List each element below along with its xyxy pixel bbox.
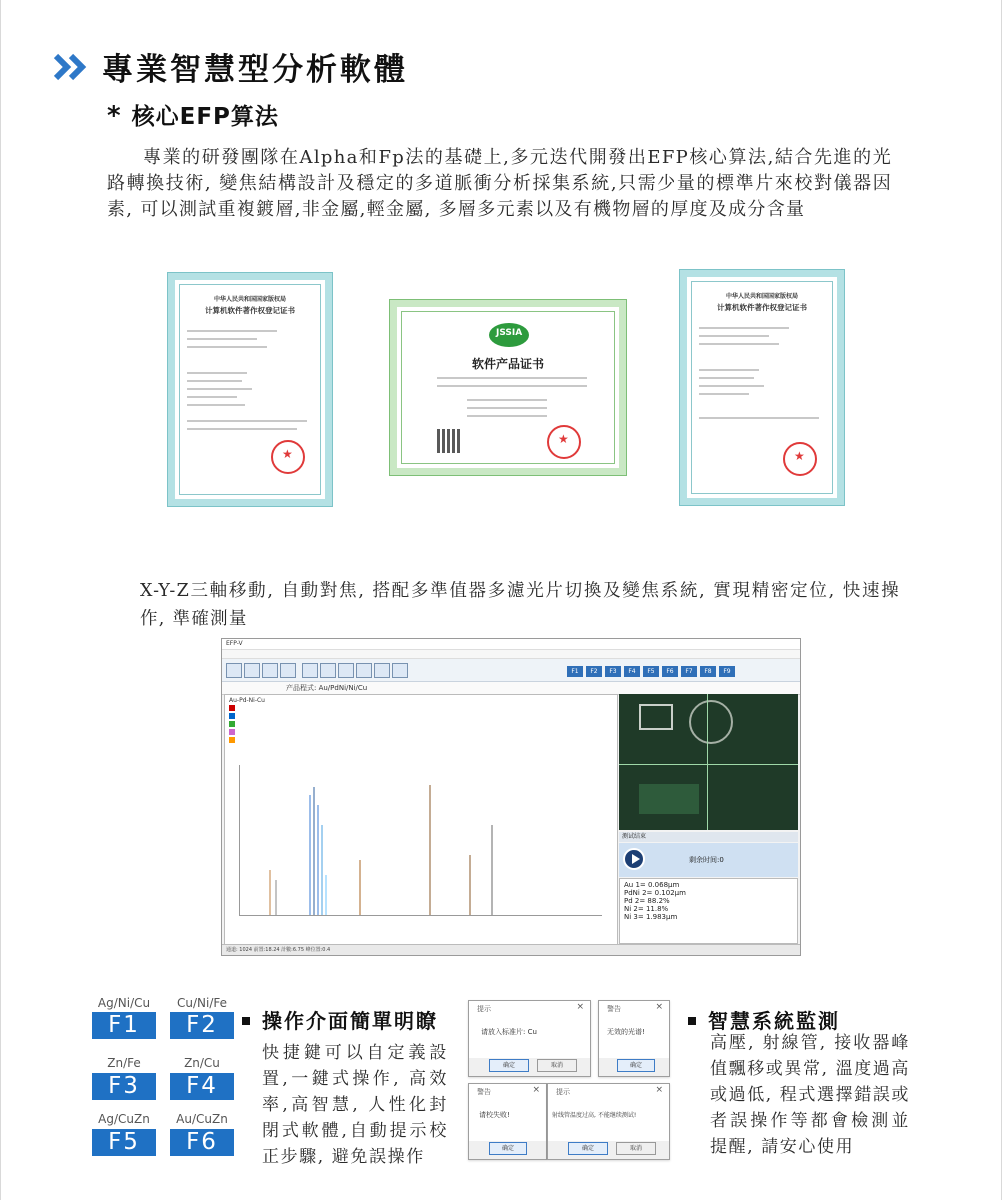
fkey-caption: Ag/Ni/Cu [97, 996, 151, 1010]
remaining-time: 剩余时间:0 [689, 856, 724, 864]
square-bullet-icon [688, 1017, 696, 1025]
certificate-header: 中华人民共和国国家版权局 [213, 296, 286, 303]
jssia-logo: JSSIA [489, 323, 529, 347]
sw-fkey-f4[interactable]: F4 [624, 666, 640, 677]
sw-fkey-f1[interactable]: F1 [567, 666, 583, 677]
red-seal-icon [783, 442, 817, 476]
certificate-title: 计算机软件著作权登记证书 [717, 303, 807, 312]
toolbar-button[interactable] [226, 663, 242, 678]
dialog-insert-standard: 提示 × 请放入标准片: Cu 确定 取消 [468, 1000, 591, 1077]
sw-fkey-f5[interactable]: F5 [643, 666, 659, 677]
software-screenshot [221, 638, 801, 956]
menu-bar [222, 650, 800, 659]
xyz-paragraph: X-Y-Z三軸移動, 自動對焦, 搭配多準值器多濾光片切換及變焦系統, 實現精密定位, 快速操作, 準確測量 [140, 581, 900, 629]
toolbar-button[interactable] [244, 663, 260, 678]
toolbar-button[interactable] [374, 663, 390, 678]
spectrum-chart [240, 765, 602, 915]
fkey-caption: Zn/Cu [184, 1056, 220, 1070]
camera-view [619, 694, 798, 830]
toolbar-button[interactable] [392, 663, 408, 678]
fkey-f1-button[interactable]: F1 [92, 1012, 156, 1039]
subtitle-bullet: * [107, 101, 122, 131]
dialog-invalid-spectrum: 警告 × 无效的光谱! 确定 [598, 1000, 670, 1077]
sw-fkey-f7[interactable]: F7 [681, 666, 697, 677]
spectrum-panel [224, 694, 618, 946]
cancel-button[interactable]: 取消 [537, 1059, 577, 1072]
ok-button[interactable]: 确定 [617, 1059, 655, 1072]
sw-fkey-f2[interactable]: F2 [586, 666, 602, 677]
result-line: PdNi 2= 0.102μm [624, 889, 686, 897]
feature-monitor-title: 智慧系統監測 [688, 1005, 840, 1034]
result-status-panel [619, 843, 798, 877]
product-program-label: 产品程式: Au/PdNi/Ni/Cu [286, 684, 368, 692]
close-icon[interactable]: × [655, 1002, 663, 1012]
toolbar-button[interactable] [262, 663, 278, 678]
fkey-f4-button[interactable]: F4 [170, 1073, 234, 1100]
fkey-caption: Zn/Fe [107, 1056, 141, 1070]
ok-button[interactable]: 确定 [489, 1142, 527, 1155]
toolbar-button[interactable] [302, 663, 318, 678]
fkey-caption: Ag/CuZn [98, 1112, 150, 1126]
page-heading [52, 44, 408, 89]
intro-paragraph: 專業的研發團隊在Alpha和Fp法的基礎上,多元迭代開發出EFP核心算法,結合先進的光路轉換技術, 變焦結構設計及穩定的多道脈衝分析採集系統,只需少量的標準片來校對儀器因素, 可以測試重複鍍層,非金屬,輕金屬, 多層多元素以及有機物層的厚度及成分含量 [107, 147, 892, 220]
play-icon[interactable] [623, 848, 645, 870]
section-subtitle [107, 98, 279, 131]
red-seal-icon [271, 440, 305, 474]
status-bar: 通道: 1024 前置:18.24 計數:6.75 峰位置:0.4 [222, 944, 801, 955]
close-icon[interactable]: × [532, 1085, 540, 1095]
ok-button[interactable]: 确定 [568, 1142, 608, 1155]
dialog-calibration-failed: 警告 × 请校失败! 确定 [468, 1083, 547, 1160]
result-line: Pd 2= 88.2% [624, 897, 670, 905]
close-icon[interactable]: × [576, 1002, 584, 1012]
toolbar-button[interactable] [338, 663, 354, 678]
certificate-title: 软件产品证书 [471, 357, 544, 371]
certificate-header: 中华人民共和国国家版权局 [725, 293, 798, 300]
red-seal-icon [547, 425, 581, 459]
subtitle-text: 核心EFP算法 [131, 104, 279, 130]
fkey-f2-button[interactable]: F2 [170, 1012, 234, 1039]
result-text [619, 878, 798, 944]
certificate-title: 计算机软件著作权登记证书 [205, 306, 295, 315]
result-header: 测试结束 [619, 832, 798, 842]
toolbar-button[interactable] [320, 663, 336, 678]
tree-item: Au-Pd-Ni-Cu [229, 697, 265, 704]
page-title: 專業智慧型分析軟體 [102, 52, 408, 88]
window-title: EFP-V [222, 639, 800, 650]
sw-fkey-f6[interactable]: F6 [662, 666, 678, 677]
double-chevron-icon [52, 50, 94, 84]
ok-button[interactable]: 确定 [489, 1059, 529, 1072]
fkey-f6-button[interactable]: F6 [170, 1129, 234, 1156]
sw-fkey-f3[interactable]: F3 [605, 666, 621, 677]
sw-fkey-f9[interactable]: F9 [719, 666, 735, 677]
feature-monitor-body: 高壓, 射線管, 接收器峰值飄移或異常, 溫度過高或過低, 程式選擇錯誤或者誤操作等都會檢測並提醒, 請安心使用 [710, 1033, 911, 1157]
copyright-certificate-2 [680, 270, 844, 505]
toolbar [222, 659, 800, 682]
result-line: Ni 3= 1.983μm [624, 913, 678, 921]
spectrum-plot [239, 765, 602, 916]
software-product-certificate [390, 300, 626, 475]
result-line: Au 1= 0.068μm [624, 881, 680, 889]
square-bullet-icon [242, 1017, 250, 1025]
result-line: Ni 2= 11.8% [624, 905, 669, 913]
toolbar-button[interactable] [356, 663, 372, 678]
fkey-caption: Cu/Ni/Fe [176, 996, 227, 1010]
fkey-caption: Au/CuZn [176, 1112, 228, 1126]
copyright-certificate-1 [168, 273, 332, 506]
cancel-button[interactable]: 取消 [616, 1142, 656, 1155]
feature-ui-body: 快捷鍵可以自定義設置,一鍵式操作, 高效率,高智慧, 人性化封閉式軟體,自動提示校正步驟, 避免誤操作 [262, 1043, 448, 1167]
page-border-left [0, 0, 1, 1200]
close-icon[interactable]: × [655, 1085, 663, 1095]
feature-ui-title: 操作介面簡單明瞭 [242, 1005, 438, 1034]
fkey-f5-button[interactable]: F5 [92, 1129, 156, 1156]
sw-fkey-f8[interactable]: F8 [700, 666, 716, 677]
dialog-tube-overheat: 提示 × 射线管温度过高, 不能继续测试! 确定 取消 [547, 1083, 670, 1160]
qr-code-icon [437, 429, 461, 453]
toolbar-button[interactable] [280, 663, 296, 678]
fkey-f3-button[interactable]: F3 [92, 1073, 156, 1100]
